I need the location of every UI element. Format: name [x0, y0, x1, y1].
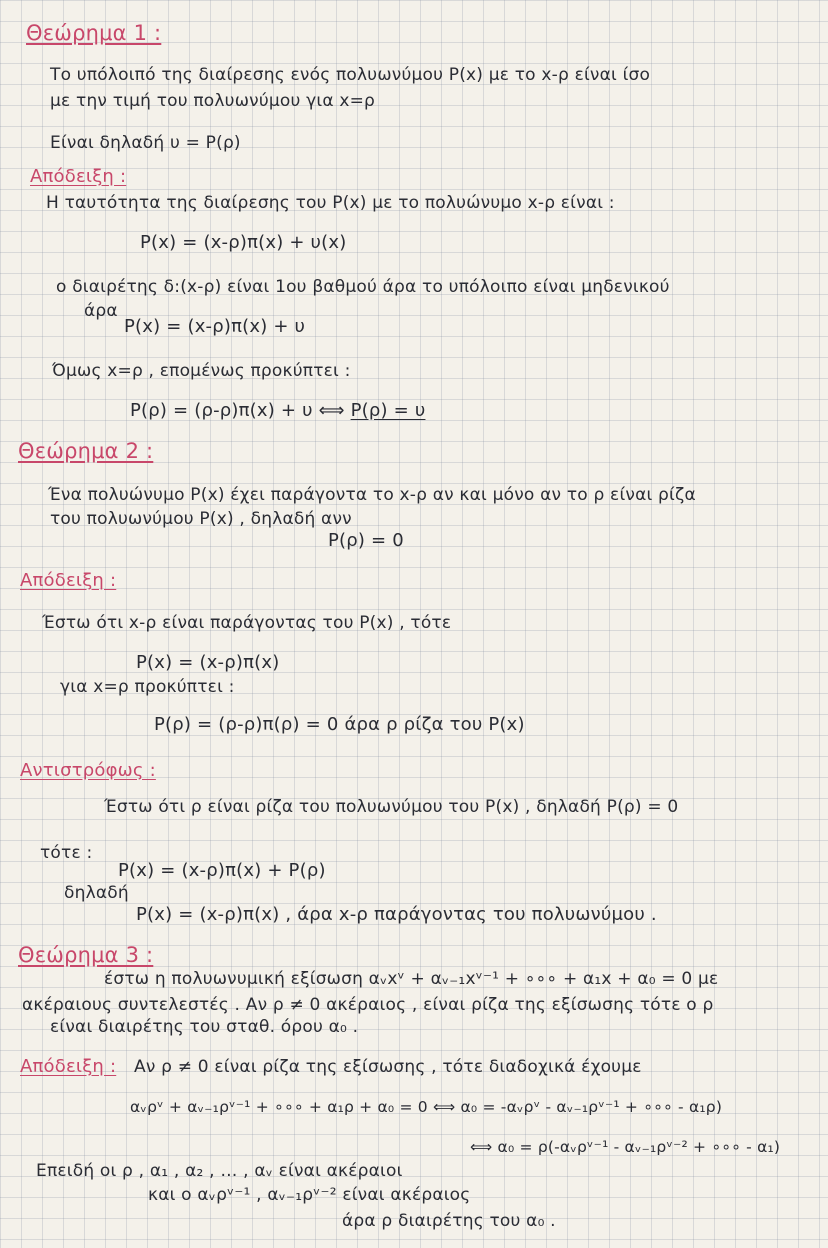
proof-2-line-1: Έστω ότι x-ρ είναι παράγοντας του P(x) , τότε — [42, 613, 452, 633]
theorem-3-line-1: έστω η πολυωνυμική εξίσωση αᵥxᵛ + αᵥ₋₁xᵛ⁻¹ + ∘∘∘ + α₁x + α₀ = 0 με — [104, 969, 719, 989]
theorem-2-title: Θεώρημα 2 : — [18, 439, 154, 463]
proof-2-equation-1: P(x) = (x-ρ)π(x) — [136, 652, 280, 673]
proof-1-line-1: Η ταυτότητα της διαίρεσης του P(x) με το πολυώνυμο x-ρ είναι : — [46, 193, 615, 213]
proof-2-equation-2: P(ρ) = (ρ-ρ)π(ρ) = 0 άρα ρ ρίζα του P(x) — [154, 714, 525, 735]
proof-1-line-2: ο διαιρέτης δ:(x-ρ) είναι 1ου βαθμού άρα το υπόλοιπο είναι μηδενικού — [56, 277, 670, 297]
proof-1-equation-3-result: P(ρ) = υ — [350, 400, 426, 421]
proof-1-line-3: άρα — [84, 301, 118, 321]
proof-2-line-2: για x=ρ προκύπτει : — [60, 677, 235, 697]
theorem-1-line-1: Το υπόλοιπό της διαίρεσης ενός πολυωνύμου P(x) με το x-ρ είναι ίσο — [50, 65, 651, 85]
theorem-1-line-3: Είναι δηλαδή υ = P(ρ) — [50, 133, 241, 153]
converse-line-2: τότε : — [40, 843, 93, 863]
proof-3-line-2: Επειδή οι ρ , α₁ , α₂ , … , αᵥ είναι ακέραιοι — [36, 1161, 403, 1181]
proof-3-equation-1: αᵥρᵛ + αᵥ₋₁ρᵛ⁻¹ + ∘∘∘ + α₁ρ + α₀ = 0 ⟺ α₀ = -αᵥρᵛ - αᵥ₋₁ρᵛ⁻¹ + ∘∘∘ - α₁ρ) — [130, 1098, 723, 1116]
theorem-2-line-2: του πολυωνύμου P(x) , δηλαδή ανν — [50, 509, 352, 529]
theorem-2-line-1: Ένα πολυώνυμο P(x) έχει παράγοντα το x-ρ αν και μόνο αν το ρ είναι ρίζα — [48, 485, 696, 505]
proof-1-line-4: Όμως x=ρ , επομένως προκύπτει : — [52, 361, 351, 381]
theorem-1-line-2: με την τιμή του πολυωνύμου για x=ρ — [50, 91, 376, 111]
proof-1-title: Απόδειξη : — [30, 166, 127, 187]
proof-1-equation-3 — [130, 400, 425, 422]
theorem-3-title: Θεώρημα 3 : — [18, 943, 154, 967]
theorem-3-line-2: ακέραιους συντελεστές . Αν ρ ≠ 0 ακέραιος , είναι ρίζα της εξίσωσης τότε ο ρ — [22, 995, 714, 1015]
theorem-1-title: Θεώρημα 1 : — [26, 21, 162, 45]
converse-line-1: Έστω ότι ρ είναι ρίζα του πολυωνύμου του P(x) , δηλαδή P(ρ) = 0 — [104, 797, 679, 817]
proof-3-line-4: άρα ρ διαιρέτης του α₀ . — [342, 1211, 556, 1231]
proof-1-equation-2: P(x) = (x-ρ)π(x) + υ — [124, 316, 306, 337]
converse-title: Αντιστρόφως : — [20, 760, 156, 781]
proof-3-line-3: και ο αᵥρᵛ⁻¹ , αᵥ₋₁ρᵛ⁻² είναι ακέραιος — [148, 1185, 471, 1205]
theorem-3-line-3: είναι διαιρέτης του σταθ. όρου α₀ . — [50, 1017, 359, 1037]
proof-2-title: Απόδειξη : — [20, 570, 117, 591]
converse-equation-2: P(x) = (x-ρ)π(x) , άρα x-ρ παράγοντας του πολυωνύμου . — [136, 904, 657, 925]
converse-line-3: δηλαδή — [64, 883, 129, 903]
proof-3-equation-2: ⟺ α₀ = ρ(-αᵥρᵛ⁻¹ - αᵥ₋₁ρᵛ⁻² + ∘∘∘ - α₁) — [470, 1138, 781, 1156]
proof-1-equation-1: P(x) = (x-ρ)π(x) + υ(x) — [140, 232, 347, 253]
converse-equation-1: P(x) = (x-ρ)π(x) + P(ρ) — [118, 860, 326, 881]
theorem-2-equation: P(ρ) = 0 — [328, 530, 404, 551]
proof-1-equation-3-left: P(ρ) = (ρ-ρ)π(x) + υ ⟺ — [130, 400, 351, 421]
proof-3-title: Απόδειξη : — [20, 1056, 117, 1077]
proof-3-line-1: Αν ρ ≠ 0 είναι ρίζα της εξίσωσης , τότε διαδοχικά έχουμε — [134, 1057, 642, 1077]
